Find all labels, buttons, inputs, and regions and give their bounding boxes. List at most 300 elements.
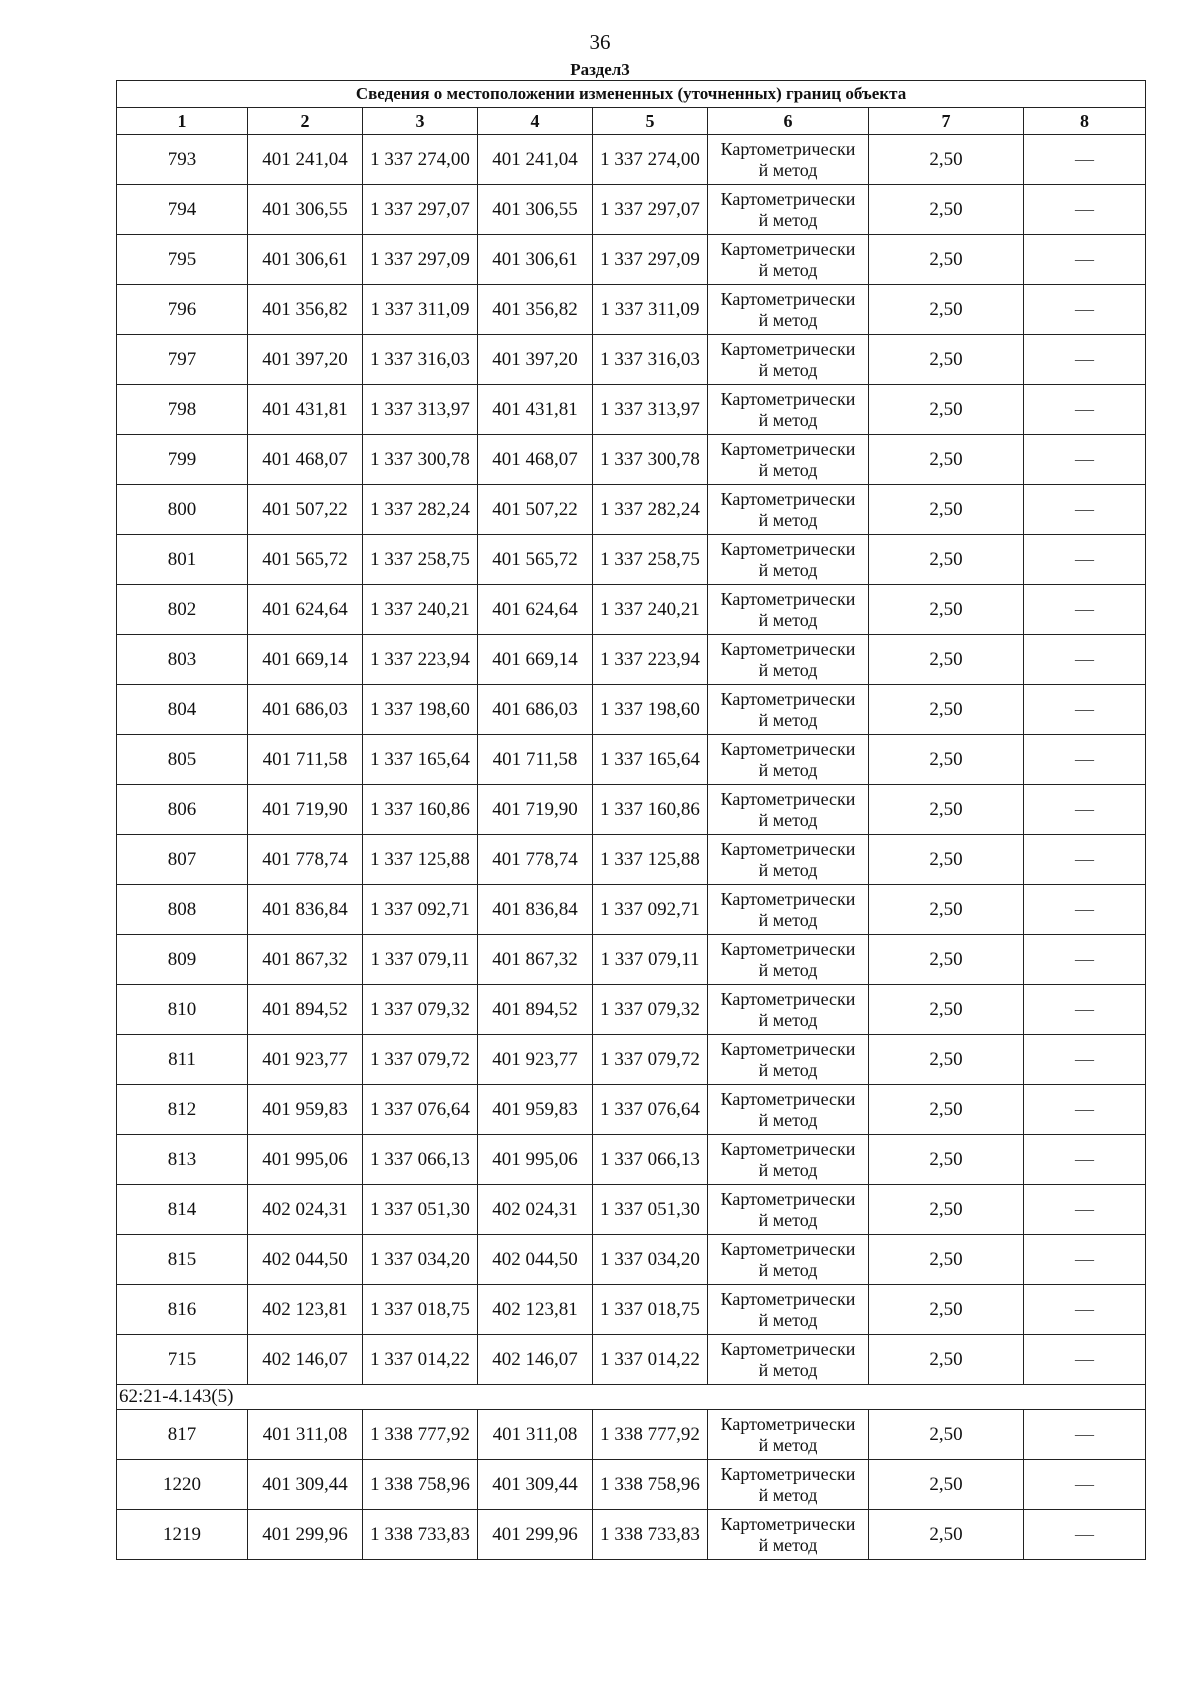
x-coordinate: 402 024,31 xyxy=(248,1185,363,1235)
point-number: 805 xyxy=(117,735,248,785)
precision-value: 2,50 xyxy=(869,1185,1024,1235)
empty-dash: — xyxy=(1024,1285,1146,1335)
empty-dash: — xyxy=(1024,385,1146,435)
method-text-line2: й метод xyxy=(758,909,818,930)
y-coordinate-new: 1 337 160,86 xyxy=(593,785,708,835)
method-cell xyxy=(708,1035,869,1085)
y-coordinate: 1 337 258,75 xyxy=(363,535,478,585)
y-coordinate: 1 338 733,83 xyxy=(363,1510,478,1560)
y-coordinate-new: 1 337 079,32 xyxy=(593,985,708,1035)
table-row xyxy=(117,335,1146,385)
point-number: 815 xyxy=(117,1235,248,1285)
x-coordinate-new: 401 356,82 xyxy=(478,285,593,335)
method-cell xyxy=(708,385,869,435)
point-number: 813 xyxy=(117,1135,248,1185)
method-text-line1: Картометрически xyxy=(720,1038,856,1059)
y-coordinate: 1 337 014,22 xyxy=(363,1335,478,1385)
y-coordinate: 1 337 311,09 xyxy=(363,285,478,335)
x-coordinate: 401 565,72 xyxy=(248,535,363,585)
x-coordinate-new: 401 867,32 xyxy=(478,935,593,985)
table-body xyxy=(117,135,1146,1560)
method-cell xyxy=(708,1335,869,1385)
y-coordinate: 1 337 034,20 xyxy=(363,1235,478,1285)
y-coordinate-new: 1 337 079,11 xyxy=(593,935,708,985)
x-coordinate: 401 306,61 xyxy=(248,235,363,285)
empty-dash: — xyxy=(1024,985,1146,1035)
point-number: 812 xyxy=(117,1085,248,1135)
y-coordinate: 1 337 125,88 xyxy=(363,835,478,885)
empty-dash: — xyxy=(1024,1460,1146,1510)
method-cell xyxy=(708,285,869,335)
empty-dash: — xyxy=(1024,785,1146,835)
table-row xyxy=(117,1410,1146,1460)
method-text-line2: й метод xyxy=(758,1059,818,1080)
method-text-line1: Картометрически xyxy=(720,538,856,559)
empty-dash: — xyxy=(1024,735,1146,785)
x-coordinate-new: 401 711,58 xyxy=(478,735,593,785)
point-number: 809 xyxy=(117,935,248,985)
method-text-line2: й метод xyxy=(758,459,818,480)
y-coordinate-new: 1 338 777,92 xyxy=(593,1410,708,1460)
method-text-line2: й метод xyxy=(758,809,818,830)
method-cell xyxy=(708,835,869,885)
method-text-line1: Картометрически xyxy=(720,388,856,409)
table-row xyxy=(117,1085,1146,1135)
y-coordinate: 1 337 079,11 xyxy=(363,935,478,985)
method-cell xyxy=(708,1135,869,1185)
x-coordinate-new: 401 836,84 xyxy=(478,885,593,935)
method-cell xyxy=(708,135,869,185)
x-coordinate-new: 401 309,44 xyxy=(478,1460,593,1510)
method-text-line2: й метод xyxy=(758,1484,818,1505)
method-cell xyxy=(708,335,869,385)
point-number: 793 xyxy=(117,135,248,185)
precision-value: 2,50 xyxy=(869,185,1024,235)
precision-value: 2,50 xyxy=(869,385,1024,435)
method-text-line2: й метод xyxy=(758,1009,818,1030)
precision-value: 2,50 xyxy=(869,985,1024,1035)
method-cell xyxy=(708,935,869,985)
column-number-7: 7 xyxy=(869,108,1024,135)
empty-dash: — xyxy=(1024,1510,1146,1560)
precision-value: 2,50 xyxy=(869,285,1024,335)
point-number: 810 xyxy=(117,985,248,1035)
y-coordinate: 1 337 240,21 xyxy=(363,585,478,635)
x-coordinate-new: 401 306,61 xyxy=(478,235,593,285)
method-cell xyxy=(708,1460,869,1510)
precision-value: 2,50 xyxy=(869,535,1024,585)
empty-dash: — xyxy=(1024,885,1146,935)
precision-value: 2,50 xyxy=(869,1335,1024,1385)
precision-value: 2,50 xyxy=(869,735,1024,785)
point-number: 1219 xyxy=(117,1510,248,1560)
method-text-line2: й метод xyxy=(758,359,818,380)
method-text-line2: й метод xyxy=(758,509,818,530)
method-text-line1: Картометрически xyxy=(720,938,856,959)
table-row xyxy=(117,435,1146,485)
precision-value: 2,50 xyxy=(869,1510,1024,1560)
table-row xyxy=(117,985,1146,1035)
x-coordinate-new: 402 044,50 xyxy=(478,1235,593,1285)
table-row xyxy=(117,835,1146,885)
group-row xyxy=(117,1385,1146,1410)
column-number-3: 3 xyxy=(363,108,478,135)
table-row xyxy=(117,1510,1146,1560)
x-coordinate-new: 401 686,03 xyxy=(478,685,593,735)
method-text-line1: Картометрически xyxy=(720,1413,856,1434)
method-cell xyxy=(708,535,869,585)
method-text-line1: Картометрически xyxy=(720,138,856,159)
point-number: 802 xyxy=(117,585,248,635)
method-text-line2: й метод xyxy=(758,759,818,780)
method-text-line2: й метод xyxy=(758,1359,818,1380)
empty-dash: — xyxy=(1024,1335,1146,1385)
precision-value: 2,50 xyxy=(869,685,1024,735)
table-row xyxy=(117,1035,1146,1085)
method-text-line1: Картометрически xyxy=(720,1513,856,1534)
x-coordinate-new: 401 923,77 xyxy=(478,1035,593,1085)
y-coordinate: 1 338 758,96 xyxy=(363,1460,478,1510)
empty-dash: — xyxy=(1024,1185,1146,1235)
empty-dash: — xyxy=(1024,1135,1146,1185)
table-row xyxy=(117,235,1146,285)
x-coordinate: 401 241,04 xyxy=(248,135,363,185)
column-number-6: 6 xyxy=(708,108,869,135)
point-number: 806 xyxy=(117,785,248,835)
y-coordinate-new: 1 337 014,22 xyxy=(593,1335,708,1385)
method-text-line1: Картометрически xyxy=(720,1463,856,1484)
method-text-line1: Картометрически xyxy=(720,788,856,809)
empty-dash: — xyxy=(1024,285,1146,335)
empty-dash: — xyxy=(1024,1410,1146,1460)
method-text-line1: Картометрически xyxy=(720,838,856,859)
y-coordinate-new: 1 337 076,64 xyxy=(593,1085,708,1135)
y-coordinate-new: 1 337 311,09 xyxy=(593,285,708,335)
method-text-line1: Картометрически xyxy=(720,588,856,609)
table-title: Сведения о местоположении измененных (уточненных) границ объекта xyxy=(117,81,1146,108)
y-coordinate-new: 1 337 223,94 xyxy=(593,635,708,685)
table-row xyxy=(117,535,1146,585)
x-coordinate: 401 507,22 xyxy=(248,485,363,535)
method-cell xyxy=(708,585,869,635)
table-row xyxy=(117,1135,1146,1185)
method-text-line1: Картометрически xyxy=(720,238,856,259)
empty-dash: — xyxy=(1024,335,1146,385)
method-text-line1: Картометрически xyxy=(720,988,856,1009)
column-number-1: 1 xyxy=(117,108,248,135)
precision-value: 2,50 xyxy=(869,635,1024,685)
x-coordinate: 401 894,52 xyxy=(248,985,363,1035)
empty-dash: — xyxy=(1024,485,1146,535)
column-number-2: 2 xyxy=(248,108,363,135)
x-coordinate: 401 995,06 xyxy=(248,1135,363,1185)
method-text-line2: й метод xyxy=(758,209,818,230)
precision-value: 2,50 xyxy=(869,135,1024,185)
table-row xyxy=(117,1185,1146,1235)
method-text-line1: Картометрически xyxy=(720,1288,856,1309)
method-cell xyxy=(708,1410,869,1460)
point-number: 817 xyxy=(117,1410,248,1460)
method-cell xyxy=(708,185,869,235)
y-coordinate-new: 1 337 092,71 xyxy=(593,885,708,935)
precision-value: 2,50 xyxy=(869,585,1024,635)
y-coordinate-new: 1 337 125,88 xyxy=(593,835,708,885)
method-text-line2: й метод xyxy=(758,559,818,580)
precision-value: 2,50 xyxy=(869,485,1024,535)
x-coordinate: 401 836,84 xyxy=(248,885,363,935)
x-coordinate-new: 401 299,96 xyxy=(478,1510,593,1560)
precision-value: 2,50 xyxy=(869,885,1024,935)
y-coordinate-new: 1 337 274,00 xyxy=(593,135,708,185)
y-coordinate-new: 1 337 300,78 xyxy=(593,435,708,485)
column-number-8: 8 xyxy=(1024,108,1146,135)
method-text-line2: й метод xyxy=(758,1109,818,1130)
empty-dash: — xyxy=(1024,935,1146,985)
y-coordinate: 1 338 777,92 xyxy=(363,1410,478,1460)
method-text-line1: Картометрически xyxy=(720,288,856,309)
y-coordinate: 1 337 282,24 xyxy=(363,485,478,535)
empty-dash: — xyxy=(1024,1235,1146,1285)
section-label: Раздел3 xyxy=(570,60,630,79)
x-coordinate: 401 719,90 xyxy=(248,785,363,835)
y-coordinate-new: 1 338 758,96 xyxy=(593,1460,708,1510)
y-coordinate: 1 337 313,97 xyxy=(363,385,478,435)
y-coordinate-new: 1 337 018,75 xyxy=(593,1285,708,1335)
empty-dash: — xyxy=(1024,1085,1146,1135)
table-row xyxy=(117,935,1146,985)
method-text-line2: й метод xyxy=(758,1534,818,1555)
x-coordinate: 402 044,50 xyxy=(248,1235,363,1285)
y-coordinate-new: 1 337 297,09 xyxy=(593,235,708,285)
table-row xyxy=(117,1460,1146,1510)
table-row xyxy=(117,1335,1146,1385)
x-coordinate-new: 401 241,04 xyxy=(478,135,593,185)
point-number: 1220 xyxy=(117,1460,248,1510)
y-coordinate: 1 337 079,32 xyxy=(363,985,478,1035)
x-coordinate-new: 402 146,07 xyxy=(478,1335,593,1385)
point-number: 799 xyxy=(117,435,248,485)
y-coordinate: 1 337 223,94 xyxy=(363,635,478,685)
y-coordinate-new: 1 337 297,07 xyxy=(593,185,708,235)
method-text-line1: Картометрически xyxy=(720,1088,856,1109)
x-coordinate: 402 146,07 xyxy=(248,1335,363,1385)
x-coordinate-new: 401 669,14 xyxy=(478,635,593,685)
y-coordinate: 1 337 297,07 xyxy=(363,185,478,235)
x-coordinate-new: 401 995,06 xyxy=(478,1135,593,1185)
point-number: 807 xyxy=(117,835,248,885)
column-number-row xyxy=(117,108,1146,135)
point-number: 801 xyxy=(117,535,248,585)
precision-value: 2,50 xyxy=(869,1135,1024,1185)
table-row xyxy=(117,735,1146,785)
x-coordinate: 402 123,81 xyxy=(248,1285,363,1335)
y-coordinate: 1 337 160,86 xyxy=(363,785,478,835)
x-coordinate: 401 311,08 xyxy=(248,1410,363,1460)
x-coordinate-new: 401 778,74 xyxy=(478,835,593,885)
method-text-line2: й метод xyxy=(758,1259,818,1280)
y-coordinate-new: 1 337 079,72 xyxy=(593,1035,708,1085)
method-cell xyxy=(708,885,869,935)
x-coordinate: 401 778,74 xyxy=(248,835,363,885)
x-coordinate: 401 356,82 xyxy=(248,285,363,335)
precision-value: 2,50 xyxy=(869,335,1024,385)
table-row xyxy=(117,1235,1146,1285)
empty-dash: — xyxy=(1024,185,1146,235)
y-coordinate-new: 1 337 258,75 xyxy=(593,535,708,585)
precision-value: 2,50 xyxy=(869,1085,1024,1135)
precision-value: 2,50 xyxy=(869,1035,1024,1085)
method-text-line2: й метод xyxy=(758,1309,818,1330)
method-text-line2: й метод xyxy=(758,259,818,280)
x-coordinate: 401 306,55 xyxy=(248,185,363,235)
method-text-line1: Картометрически xyxy=(720,438,856,459)
x-coordinate-new: 401 959,83 xyxy=(478,1085,593,1135)
y-coordinate-new: 1 337 316,03 xyxy=(593,335,708,385)
y-coordinate: 1 337 018,75 xyxy=(363,1285,478,1335)
table-row xyxy=(117,685,1146,735)
empty-dash: — xyxy=(1024,685,1146,735)
x-coordinate: 401 309,44 xyxy=(248,1460,363,1510)
x-coordinate: 401 624,64 xyxy=(248,585,363,635)
method-text-line2: й метод xyxy=(758,159,818,180)
method-text-line2: й метод xyxy=(758,659,818,680)
point-number: 798 xyxy=(117,385,248,435)
method-text-line1: Картометрически xyxy=(720,638,856,659)
method-cell xyxy=(708,1185,869,1235)
method-text-line1: Картометрически xyxy=(720,1338,856,1359)
table-row xyxy=(117,385,1146,435)
method-cell xyxy=(708,1285,869,1335)
empty-dash: — xyxy=(1024,535,1146,585)
method-cell xyxy=(708,485,869,535)
y-coordinate-new: 1 337 066,13 xyxy=(593,1135,708,1185)
method-text-line2: й метод xyxy=(758,859,818,880)
point-number: 796 xyxy=(117,285,248,335)
point-number: 816 xyxy=(117,1285,248,1335)
x-coordinate: 401 431,81 xyxy=(248,385,363,435)
method-text-line2: й метод xyxy=(758,309,818,330)
method-text-line2: й метод xyxy=(758,1434,818,1455)
method-text-line1: Картометрически xyxy=(720,338,856,359)
precision-value: 2,50 xyxy=(869,1460,1024,1510)
precision-value: 2,50 xyxy=(869,1285,1024,1335)
y-coordinate: 1 337 165,64 xyxy=(363,735,478,785)
method-text-line2: й метод xyxy=(758,409,818,430)
x-coordinate-new: 401 719,90 xyxy=(478,785,593,835)
x-coordinate: 401 959,83 xyxy=(248,1085,363,1135)
point-number: 804 xyxy=(117,685,248,735)
y-coordinate-new: 1 337 051,30 xyxy=(593,1185,708,1235)
point-number: 795 xyxy=(117,235,248,285)
point-number: 715 xyxy=(117,1335,248,1385)
empty-dash: — xyxy=(1024,135,1146,185)
x-coordinate-new: 401 468,07 xyxy=(478,435,593,485)
empty-dash: — xyxy=(1024,435,1146,485)
table-row xyxy=(117,885,1146,935)
method-text-line2: й метод xyxy=(758,1159,818,1180)
method-cell xyxy=(708,735,869,785)
point-number: 800 xyxy=(117,485,248,535)
y-coordinate: 1 337 316,03 xyxy=(363,335,478,385)
table-row xyxy=(117,1285,1146,1335)
y-coordinate: 1 337 092,71 xyxy=(363,885,478,935)
method-text-line1: Картометрически xyxy=(720,1138,856,1159)
method-cell xyxy=(708,235,869,285)
x-coordinate-new: 401 397,20 xyxy=(478,335,593,385)
method-text-line1: Картометрически xyxy=(720,488,856,509)
x-coordinate-new: 401 507,22 xyxy=(478,485,593,535)
y-coordinate-new: 1 337 034,20 xyxy=(593,1235,708,1285)
method-text-line1: Картометрически xyxy=(720,888,856,909)
x-coordinate: 401 711,58 xyxy=(248,735,363,785)
empty-dash: — xyxy=(1024,235,1146,285)
y-coordinate: 1 337 300,78 xyxy=(363,435,478,485)
x-coordinate: 401 686,03 xyxy=(248,685,363,735)
method-cell xyxy=(708,685,869,735)
point-number: 808 xyxy=(117,885,248,935)
precision-value: 2,50 xyxy=(869,435,1024,485)
table-row xyxy=(117,585,1146,635)
method-cell xyxy=(708,985,869,1035)
x-coordinate-new: 401 311,08 xyxy=(478,1410,593,1460)
x-coordinate-new: 401 431,81 xyxy=(478,385,593,435)
method-cell xyxy=(708,435,869,485)
method-text-line1: Картометрически xyxy=(720,738,856,759)
y-coordinate: 1 337 297,09 xyxy=(363,235,478,285)
y-coordinate-new: 1 337 313,97 xyxy=(593,385,708,435)
x-coordinate-new: 401 306,55 xyxy=(478,185,593,235)
precision-value: 2,50 xyxy=(869,835,1024,885)
table-row xyxy=(117,135,1146,185)
precision-value: 2,50 xyxy=(869,935,1024,985)
method-text-line2: й метод xyxy=(758,1209,818,1230)
table-row xyxy=(117,285,1146,335)
column-number-4: 4 xyxy=(478,108,593,135)
point-number: 814 xyxy=(117,1185,248,1235)
y-coordinate-new: 1 337 282,24 xyxy=(593,485,708,535)
y-coordinate: 1 337 274,00 xyxy=(363,135,478,185)
method-text-line1: Картометрически xyxy=(720,1188,856,1209)
method-text-line1: Картометрически xyxy=(720,688,856,709)
y-coordinate: 1 337 066,13 xyxy=(363,1135,478,1185)
x-coordinate-new: 401 624,64 xyxy=(478,585,593,635)
method-text-line1: Картометрически xyxy=(720,1238,856,1259)
x-coordinate: 401 923,77 xyxy=(248,1035,363,1085)
table-row xyxy=(117,635,1146,685)
y-coordinate-new: 1 337 165,64 xyxy=(593,735,708,785)
column-number-5: 5 xyxy=(593,108,708,135)
table-row xyxy=(117,785,1146,835)
cadastral-group-label: 62:21-4.143(5) xyxy=(117,1385,1146,1410)
x-coordinate-new: 402 024,31 xyxy=(478,1185,593,1235)
y-coordinate: 1 337 051,30 xyxy=(363,1185,478,1235)
method-cell xyxy=(708,1235,869,1285)
page-number: 36 xyxy=(589,30,611,54)
method-text-line2: й метод xyxy=(758,609,818,630)
precision-value: 2,50 xyxy=(869,235,1024,285)
point-number: 803 xyxy=(117,635,248,685)
empty-dash: — xyxy=(1024,1035,1146,1085)
point-number: 794 xyxy=(117,185,248,235)
empty-dash: — xyxy=(1024,835,1146,885)
coordinates-table xyxy=(116,80,1146,1560)
precision-value: 2,50 xyxy=(869,785,1024,835)
method-text-line1: Картометрически xyxy=(720,188,856,209)
x-coordinate: 401 669,14 xyxy=(248,635,363,685)
y-coordinate-new: 1 337 198,60 xyxy=(593,685,708,735)
x-coordinate: 401 397,20 xyxy=(248,335,363,385)
table-row xyxy=(117,185,1146,235)
